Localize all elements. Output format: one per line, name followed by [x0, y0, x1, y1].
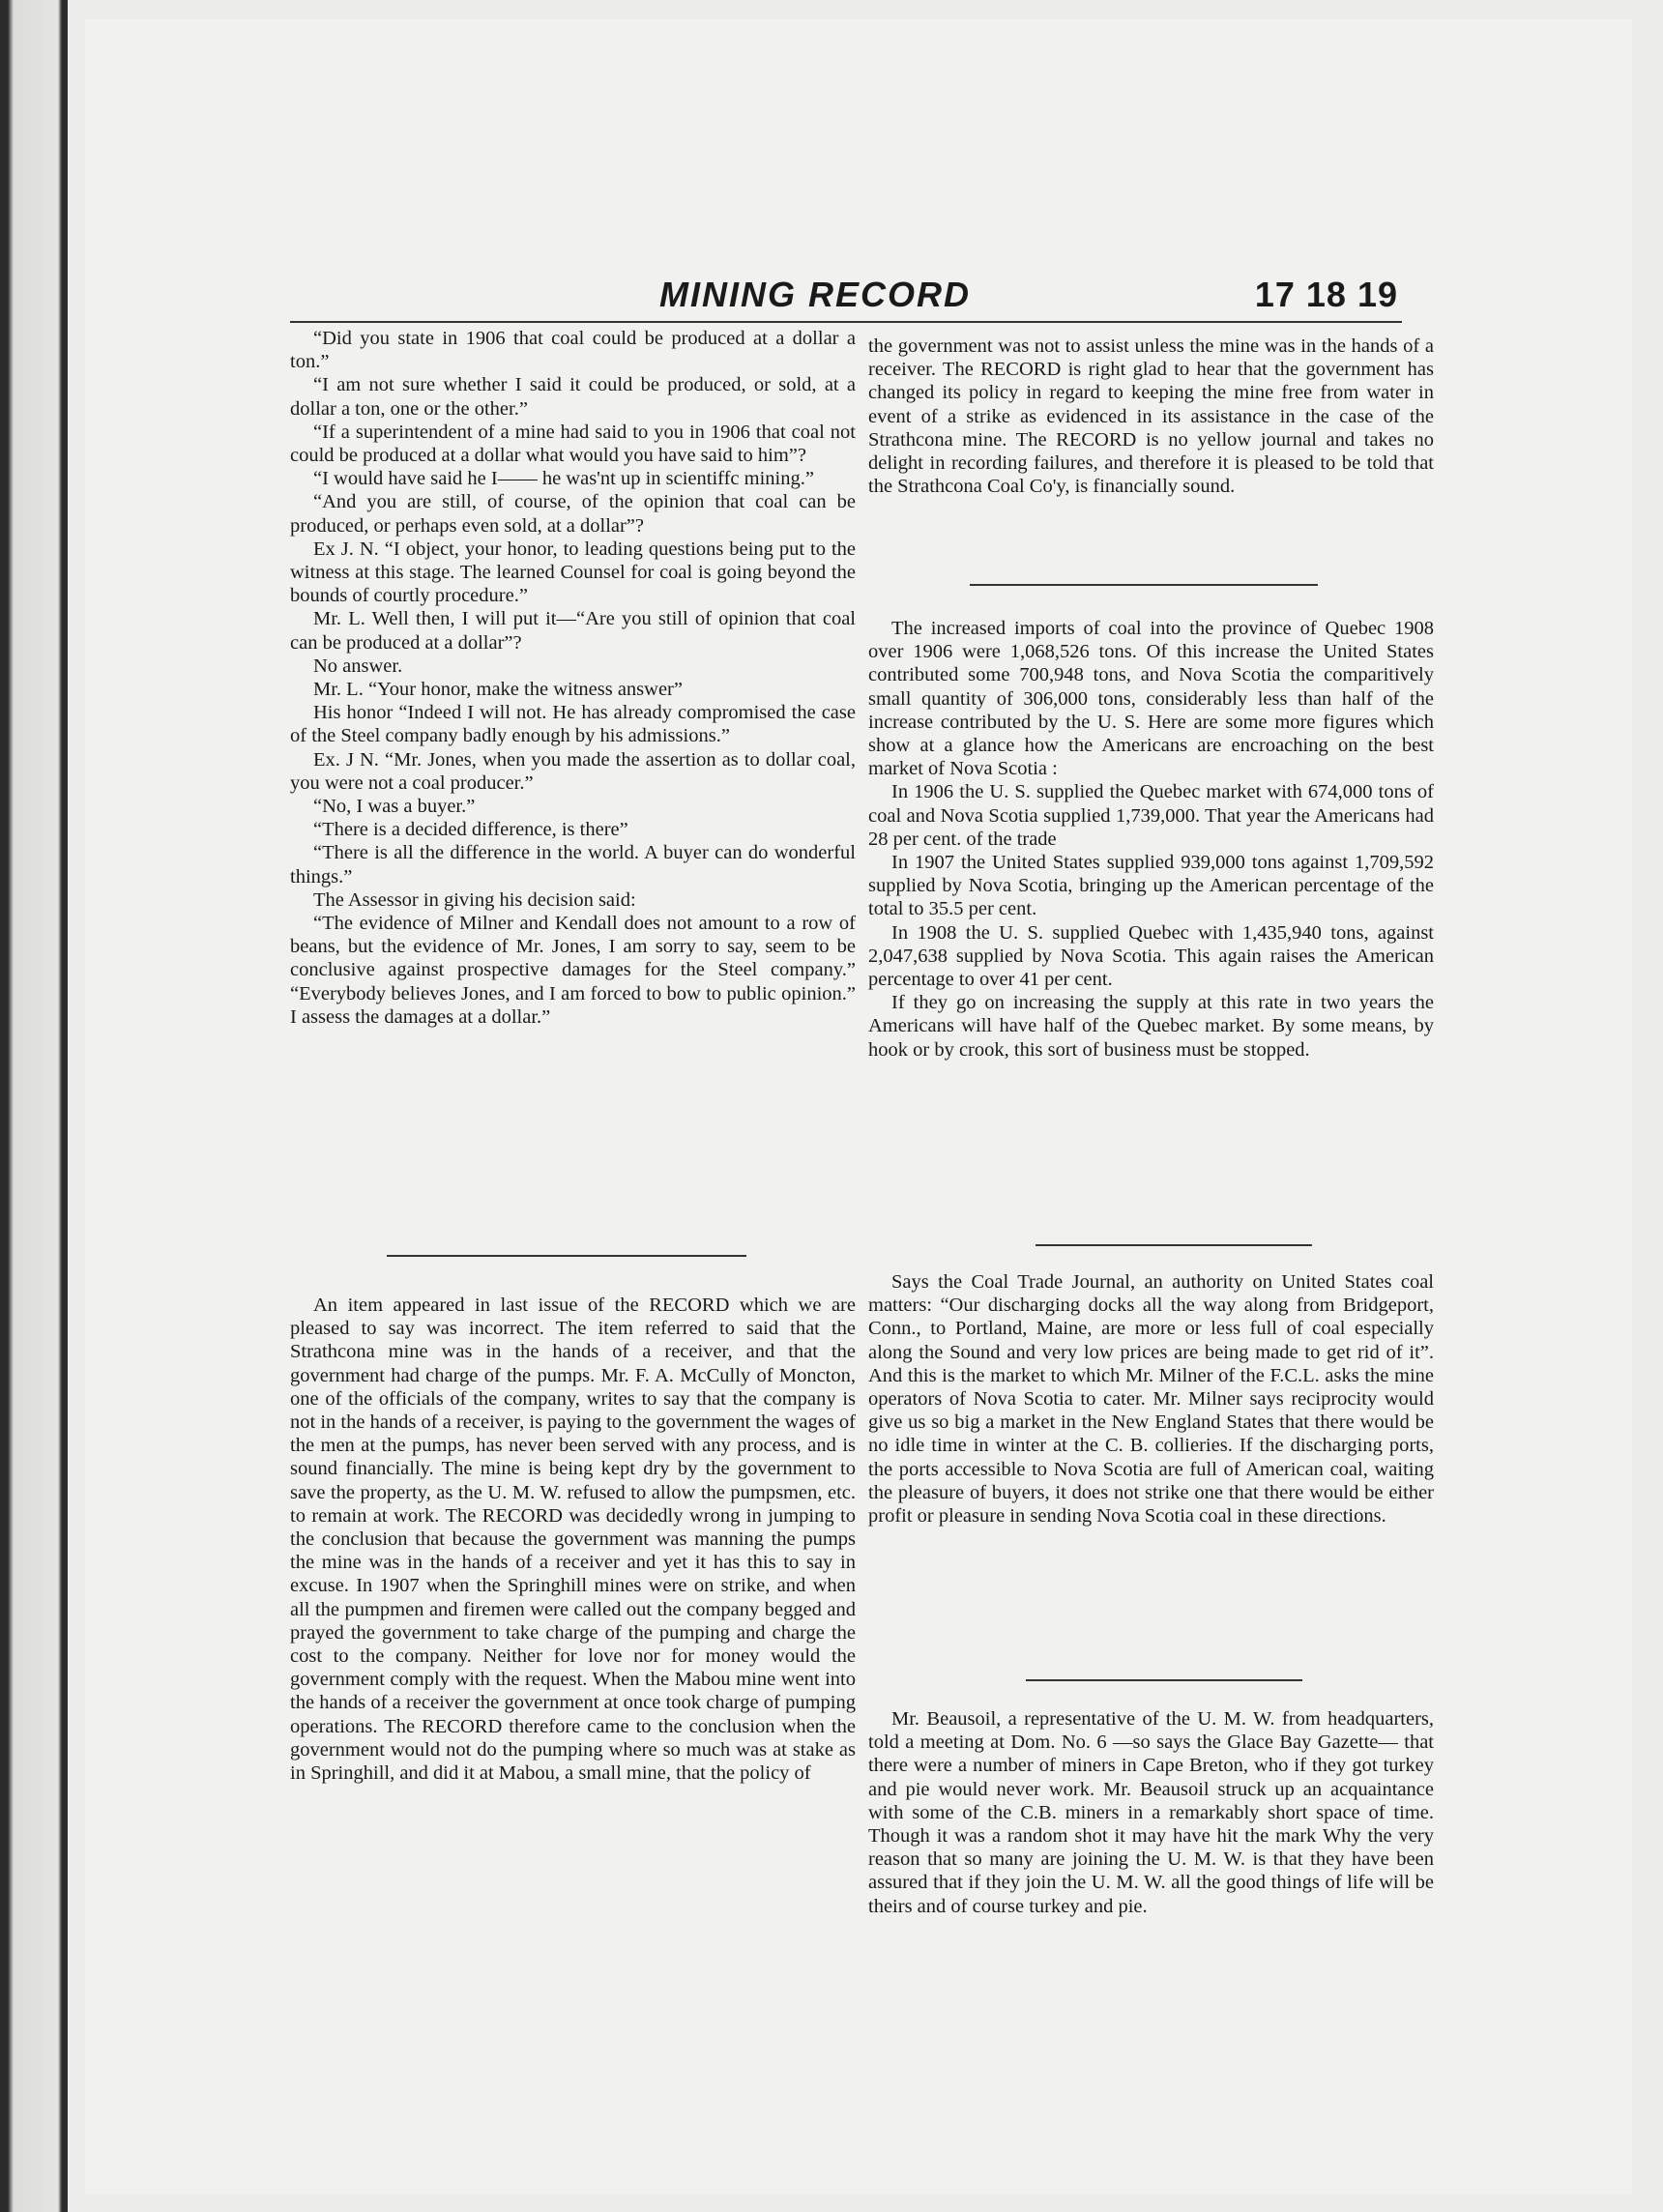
page-header: [290, 275, 1402, 323]
section-divider: [970, 584, 1318, 586]
paragraph: No answer.: [313, 655, 403, 677]
paragraph: “I am not sure whether I said it could be produced, or sold, at a dollar a ton, one or the other.”: [290, 374, 856, 420]
left-column-strathcona-item: [290, 1294, 856, 1785]
paragraph: “Did you state in 1906 that coal could be produced at a dollar a ton.”: [290, 328, 856, 373]
paragraph: Mr. L. Well then, I will put it—“Are you still of opinion that coal can be produced at a dollar”?: [290, 608, 856, 654]
right-column-umw-item: [868, 1707, 1434, 1918]
issue-numbers: 17 18 19: [1254, 275, 1398, 314]
paragraph: “There is a decided difference, is there”: [313, 819, 628, 841]
paragraph: Ex. J N. “Mr. Jones, when you made the assertion as to dollar coal, you were not a coal producer.”: [290, 748, 856, 794]
paragraph: His honor “Indeed I will not. He has already compromised the case of the Steel company badly enough by his admissions.”: [290, 702, 856, 747]
section-divider: [1026, 1679, 1302, 1681]
paragraph: An item appeared in last issue of the RECORD which we are pleased to say was incorrect. The item referred to said that the Strathcona mine was in the hands of a receiver, and that the government had charge of the pumps. Mr. F. A. McCully of Moncton, one of the officials of the company, writes to say that the company is not in the hands of a receiver, is paying to the government the wages of the men at the pumps, has never been served with any process, and is sound financially. The mine is being kept dry by the government to save the property, as the U. M. W. refused to allow the pumpsmen, etc. to remain at work. The RECORD was decidedly wrong in jumping to the conclusion that because the government was manning the pumps the mine was in the hands of a receiver and yet it has this to say in excuse. In 1907 when the Springhill mines were on strike, and when all the pumpmen and firemen were called out the company begged and prayed the government to take charge of the pumping and charge the cost to the company. Neither for love nor for money would the government comply with the request. When the Mabou mine went into the hands of a receiver the government at once took charge of pumping operations. The RECORD therefore came to the conclusion when the government would not do the pumping where so much was at stake as in Springhill, and did it at Mabou, a small mine, that the policy of: [290, 1295, 856, 1785]
section-divider: [387, 1255, 746, 1257]
paragraph: Mr. L. “Your honor, make the witness answer”: [313, 679, 683, 701]
paragraph: “The evidence of Milner and Kendall does not amount to a row of beans, but the evidence of Mr. Jones, I am sorry to say, seem to be conclusive against prospective damages for the Steel company.” “Everybody believes Jones, and I am forced to bow to public opinion.” I assess the damages at a dollar.”: [290, 913, 856, 1028]
paragraph: In 1906 the U. S. supplied the Quebec market with 674,000 tons of coal and Nova Scotia supplied 1,739,000. That year the Americans had 28 per cent. of the trade: [868, 781, 1434, 850]
paragraph: In 1908 the U. S. supplied Quebec with 1,435,940 tons, against 2,047,638 supplied by Nova Scotia. This again raises the American percentage to over 41 per cent.: [868, 921, 1434, 991]
right-column-coal-trade-journal: [868, 1270, 1434, 1528]
paragraph: “There is all the difference in the world. A buyer can do wonderful things.”: [290, 842, 856, 888]
paragraph: Says the Coal Trade Journal, an authority on United States coal matters: “Our discharging docks all the way along from Bridgeport, Conn., to Portland, Maine, are more or less full of coal especially along the Sound and very low prices are being made to get rid of it”. And this is the market to which Mr. Milner of the F.C.L. asks the mine operators of Nova Scotia to cater. Mr. Milner says reciprocity would give us so big a market in the New England States that there would be no idle time in winter at the C. B. collieries. If the discharging ports, the ports accessible to Nova Scotia are full of American coal, waiting the pleasure of buyers, it does not strike one that there would be either profit or pleasure in sending Nova Scotia coal in these directions.: [868, 1271, 1434, 1528]
left-column-testimony: [290, 327, 856, 1029]
paragraph: the government was not to assist unless the mine was in the hands of a receiver. The RECORD is right glad to hear that the government has changed its policy in regard to keeping the mine free from water in event of a strike as evidenced in its assistance in the case of the Strathcona mine. The RECORD is no yellow journal and takes no delight in recording failures, and therefore it is pleased to be told that the Strathcona Coal Co'y, is financially sound.: [868, 335, 1434, 498]
paragraph: “And you are still, of course, of the opinion that coal can be produced, or perhaps even sold, at a dollar”?: [290, 491, 856, 537]
right-column-quebec-imports: [868, 617, 1434, 1062]
section-divider: [1036, 1244, 1312, 1246]
scan-binding-edge: [0, 0, 68, 2212]
paragraph: In 1907 the United States supplied 939,000 tons against 1,709,592 supplied by Nova Scotia, bringing up the American percentage of the total to 35.5 per cent.: [868, 852, 1434, 920]
paragraph: Mr. Beausoil, a representative of the U. M. W. from headquarters, told a meeting at Dom. No. 6 —so says the Glace Bay Gazette— that there were a number of miners in Cape Breton, who if they got turkey and pie would never work. Mr. Beausoil struck up an acquaintance with some of the C.B. miners in a remarkably short space of time. Though it was a random shot it may have hit the mark Why the very reason that so many are joining the U. M. W. is that they have been assured that if they join the U. M. W. all the good things of life will be theirs and of course turkey and pie.: [868, 1708, 1434, 1917]
right-column-strathcona-continued: [868, 335, 1434, 498]
paragraph: “If a superintendent of a mine had said to you in 1906 that coal not could be produced at a dollar what would you have said to him”?: [290, 421, 856, 467]
paragraph: If they go on increasing the supply at this rate in two years the Americans will have half of the Quebec market. By some means, by hook or by crook, this sort of business must be stopped.: [868, 992, 1434, 1061]
paragraph: “No, I was a buyer.”: [313, 796, 476, 818]
publication-title: MINING RECORD: [659, 275, 971, 314]
paragraph: Ex J. N. “I object, your honor, to leading questions being put to the witness at this stage. The learned Counsel for coal is going beyond the bounds of courtly procedure.”: [290, 538, 856, 607]
paragraph: The increased imports of coal into the province of Quebec 1908 over 1906 were 1,068,526 tons. Of this increase the United States contributed some 700,948 tons, and Nova Scotia the comparitively small quantity of 306,000 tons, considerably less than half of the increase contributed by the U. S. Here are some more figures which show at a glance how the Americans are encroaching on the best market of Nova Scotia :: [868, 618, 1434, 780]
paragraph: “I would have said he I—— he was'nt up in scientiffc mining.”: [313, 468, 814, 490]
paragraph: The Assessor in giving his decision said:: [313, 888, 636, 911]
